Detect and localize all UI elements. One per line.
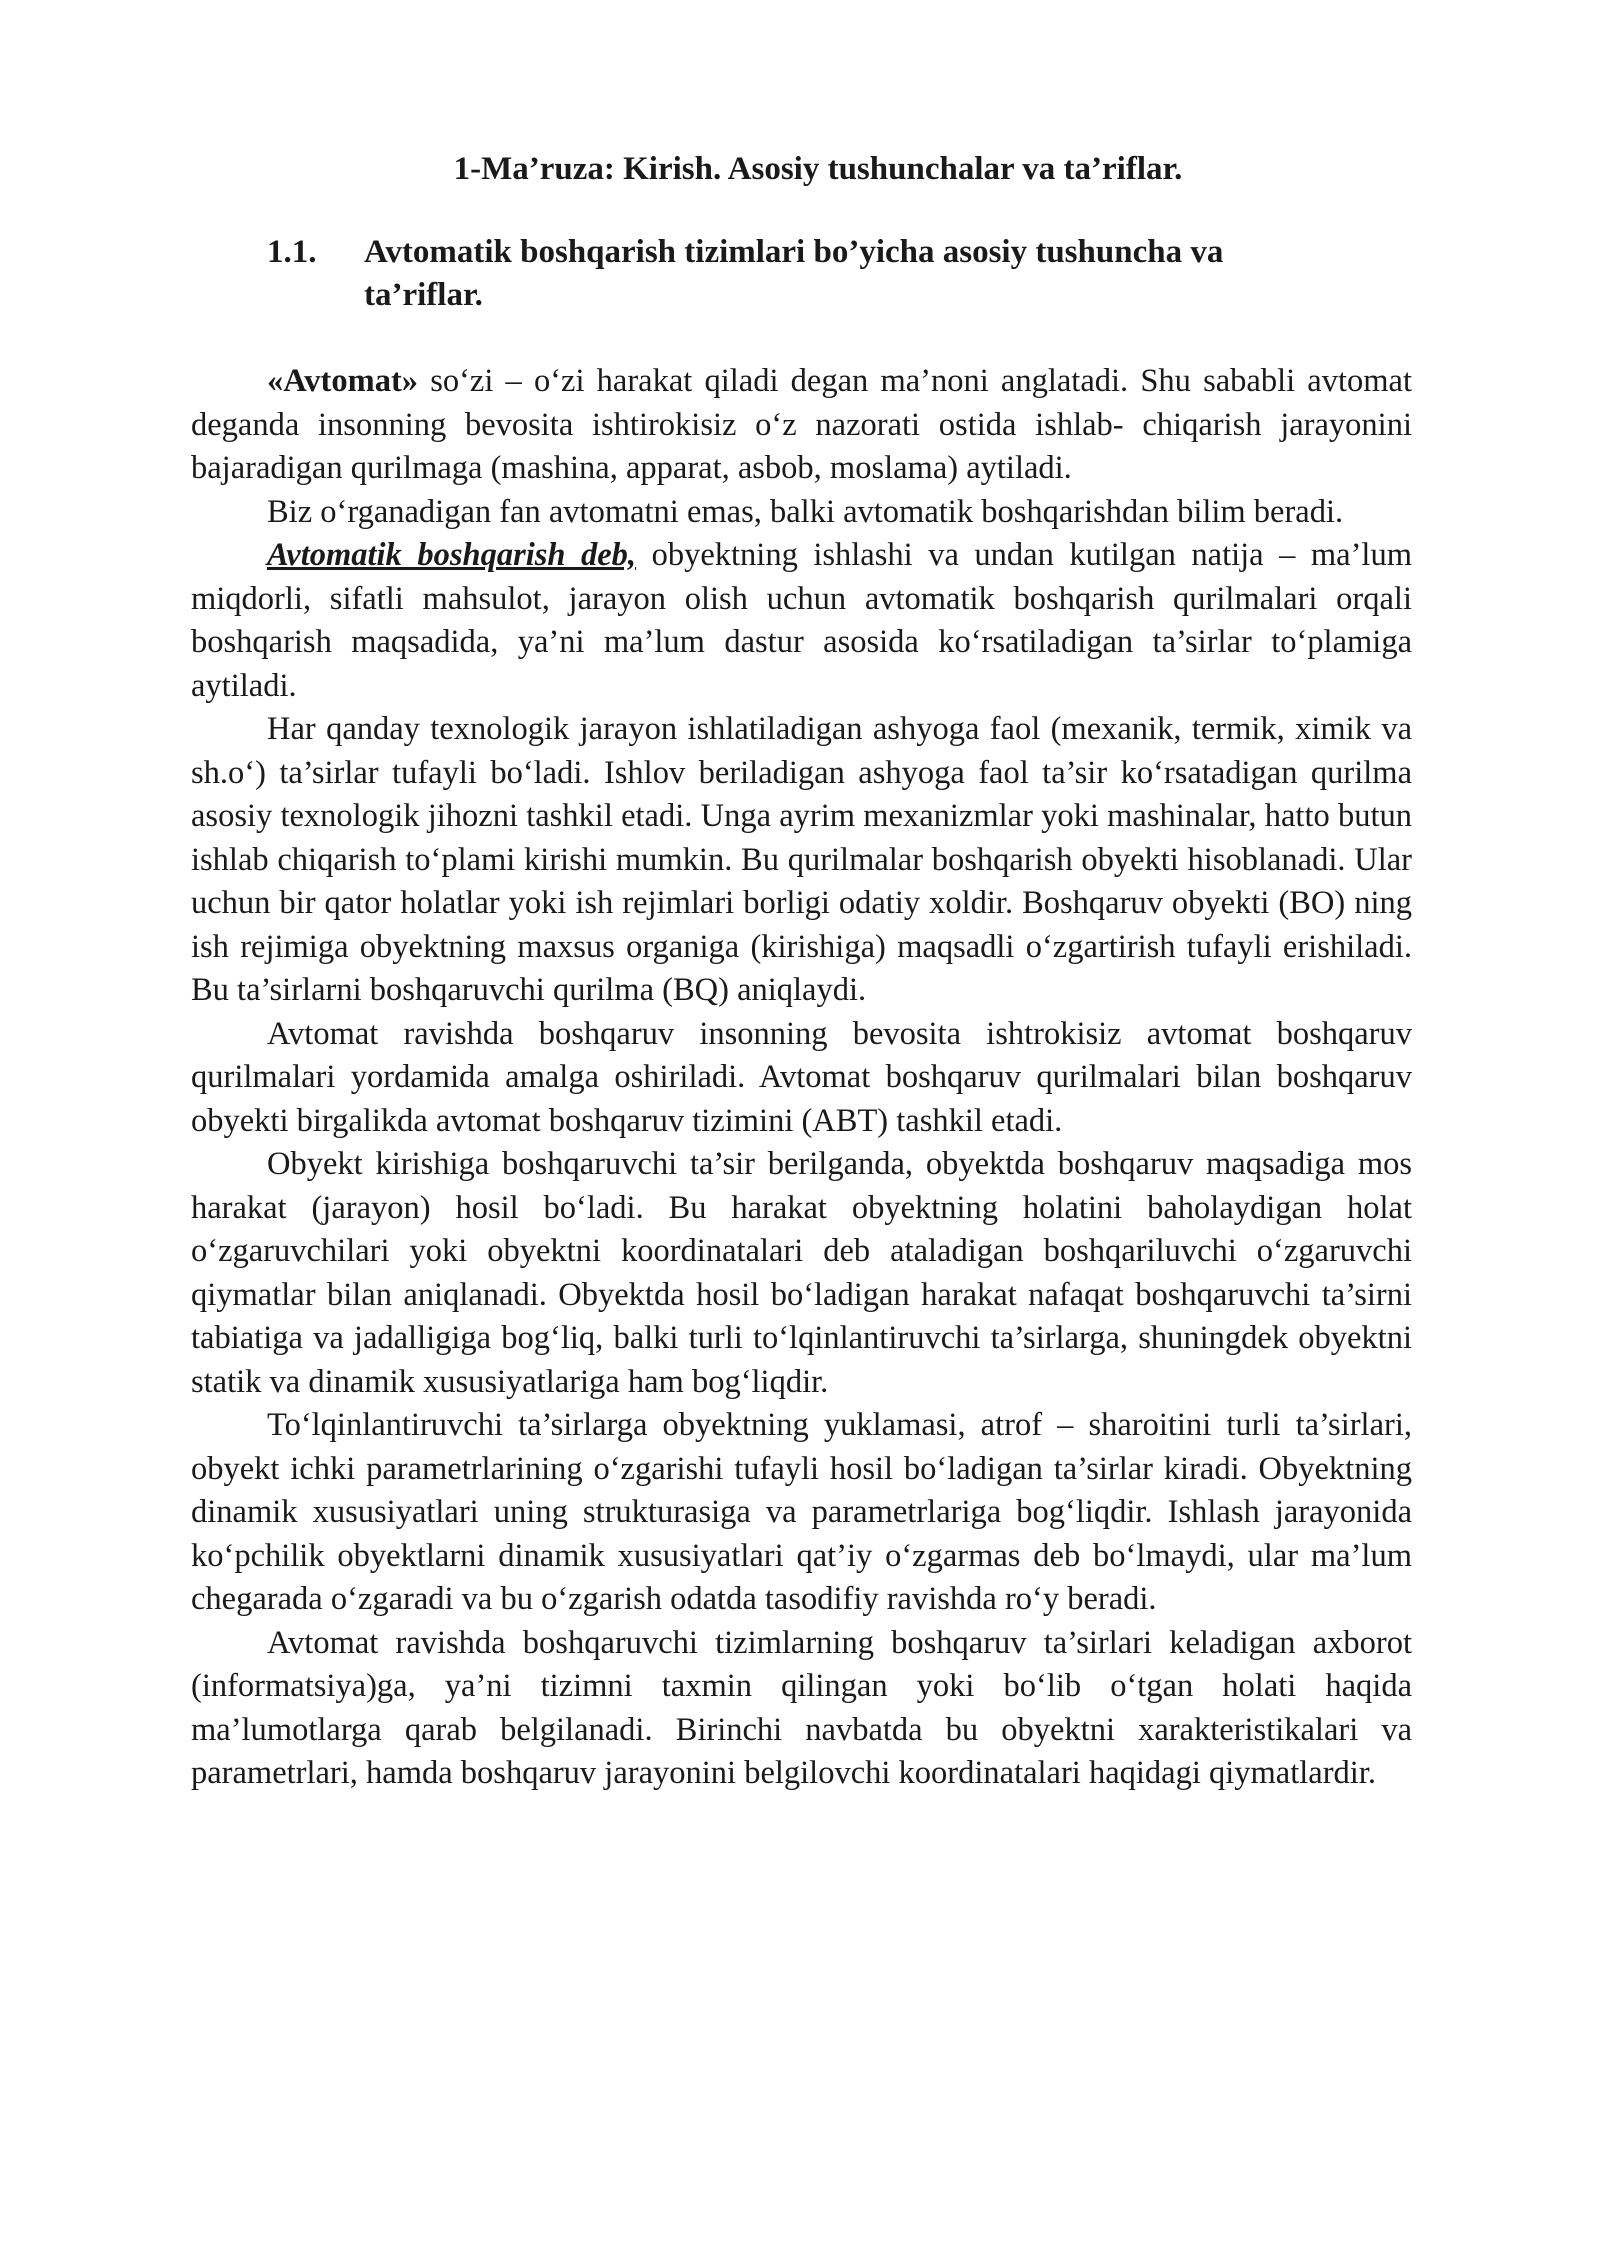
paragraph: Obyekt kirishiga boshqaruvchi ta’sir berilganda, obyektda boshqaruv maqsadiga mos harakat (jarayon) hosil bo‘ladi. Bu harakat obyektning holatini baholaydigan holat o‘zgaruvchilari yoki obyektni koordinatalari deb ataladigan boshqariluvchi o‘zgaruvchi qiymatlar bilan aniqlanadi. Obyektda hosil bo‘ladigan harakat nafaqat boshqaruvchi ta’sirni tabiatiga va jadalligiga bog‘liq, balki turli to‘lqinlantiruvchi ta’sirlarga, shuningdek obyektni statik va dinamik xususiyatlariga ham bog‘liqdir.: [191, 1146, 1412, 1400]
paragraph: Avtomat ravishda boshqaruv insonning bevosita ishtrokisiz avtomat boshqaruv qurilmalari yordamida amalga oshiriladi. Avtomat boshqaruv qurilmalari bilan boshqaruv obyekti birgalikda avtomat boshqaruv tizimini (ABT) tashkil etadi.: [191, 1015, 1412, 1139]
paragraph-text: obyektning ishlashi va undan kutilgan natija – ma’lum miqdorli, sifatli mahsulot, jarayon olish uchun avtomatik boshqarish qurilmalari orqali boshqarish maqsadida, ya’ni ma’lum dastur asosida ko‘rsatiladigan ta’sirlar to‘plamiga aytiladi.: [191, 537, 1412, 704]
paragraph-automatic-control-definition: [191, 534, 1412, 708]
section-title: Avtomatik boshqarish tizimlari bo’yicha asosiy tushuncha va ta’riflar.: [364, 234, 1224, 313]
paragraph: To‘lqinlantiruvchi ta’sirlarga obyektning yuklamasi, atrof – sharoitini turli ta’sirlari, obyekt ichki parametrlarining o‘zgarishi tufayli hosil bo‘ladigan ta’sirlar kiradi. Obyektning dinamik xususiyatlari uning strukturasiga va parametrlariga bog‘liqdir. Ishlash jarayonida ko‘pchilik obyektlarni dinamik xususiyatlari qat’iy o‘zgarmas deb bo‘lmaydi, ular ma’lum chegarada o‘zgaradi va bu o‘zgarish odatda tasodifiy ravishda ro‘y beradi.: [191, 1407, 1412, 1617]
paragraph: Biz o‘rganadigan fan avtomatni emas, balki avtomatik boshqarishdan bilim beradi.: [267, 493, 1344, 530]
paragraph: Avtomat ravishda boshqaruvchi tizimlarning boshqaruv ta’sirlari keladigan axborot (informatsiya)ga, ya’ni tizimni taxmin qilingan yoki bo‘lib o‘tgan holati haqida ma’lumotlarga qarab belgilanadi. Birinchi navbatda bu obyektni xarakteristikalari va parametrlari, hamda boshqaruv jarayonini belgilovchi koordinatalari haqidagi qiymatlardir.: [191, 1624, 1412, 1791]
term-avtomat: «Avtomat»: [267, 363, 419, 399]
lecture-title: 1-Ma’ruza: Kirish. Asosiy tushunchalar va ta’riflar.: [453, 151, 1183, 187]
term-avtomatik-boshqarish: Avtomatik boshqarish deb,: [267, 537, 637, 573]
paragraph-avtomat-definition: [191, 360, 1412, 491]
paragraph-text: so‘zi – o‘zi harakat qiladi degan ma’noni anglatadi. Shu sababli avtomat deganda insonning bevosita ishtirokisiz o‘z nazorati ostida ishlab- chiqarish jarayonini bajaradigan qurilmaga (mashina, apparat, asbob, moslama) aytiladi.: [191, 363, 1412, 486]
section-heading: [191, 231, 1412, 317]
section-number: 1.1.: [267, 234, 317, 270]
body-text: [191, 360, 1412, 1796]
paragraph: Har qanday texnologik jarayon ishlatiladigan ashyoga faol (mexanik, termik, ximik va sh.o‘) ta’sirlar tufayli bo‘ladi. Ishlov beriladigan ashyoga faol ta’sir ko‘rsatadigan qurilma asosiy texnologik jihozni tashkil etadi. Unga ayrim mexanizmlar yoki mashinalar, hatto butun ishlab chiqarish to‘plami kirishi mumkin. Bu qurilmalar boshqarish obyekti hisoblanadi. Ular uchun bir qator holatlar yoki ish rejimlari borligi odatiy xoldir. Boshqaruv obyekti (BO) ning ish rejimiga obyektning maxsus organiga (kirishiga) maqsadli o‘zgartirish tufayli erishiladi. Bu ta’sirlarni boshqaruvchi qurilma (BQ) aniqlaydi.: [191, 711, 1412, 1008]
